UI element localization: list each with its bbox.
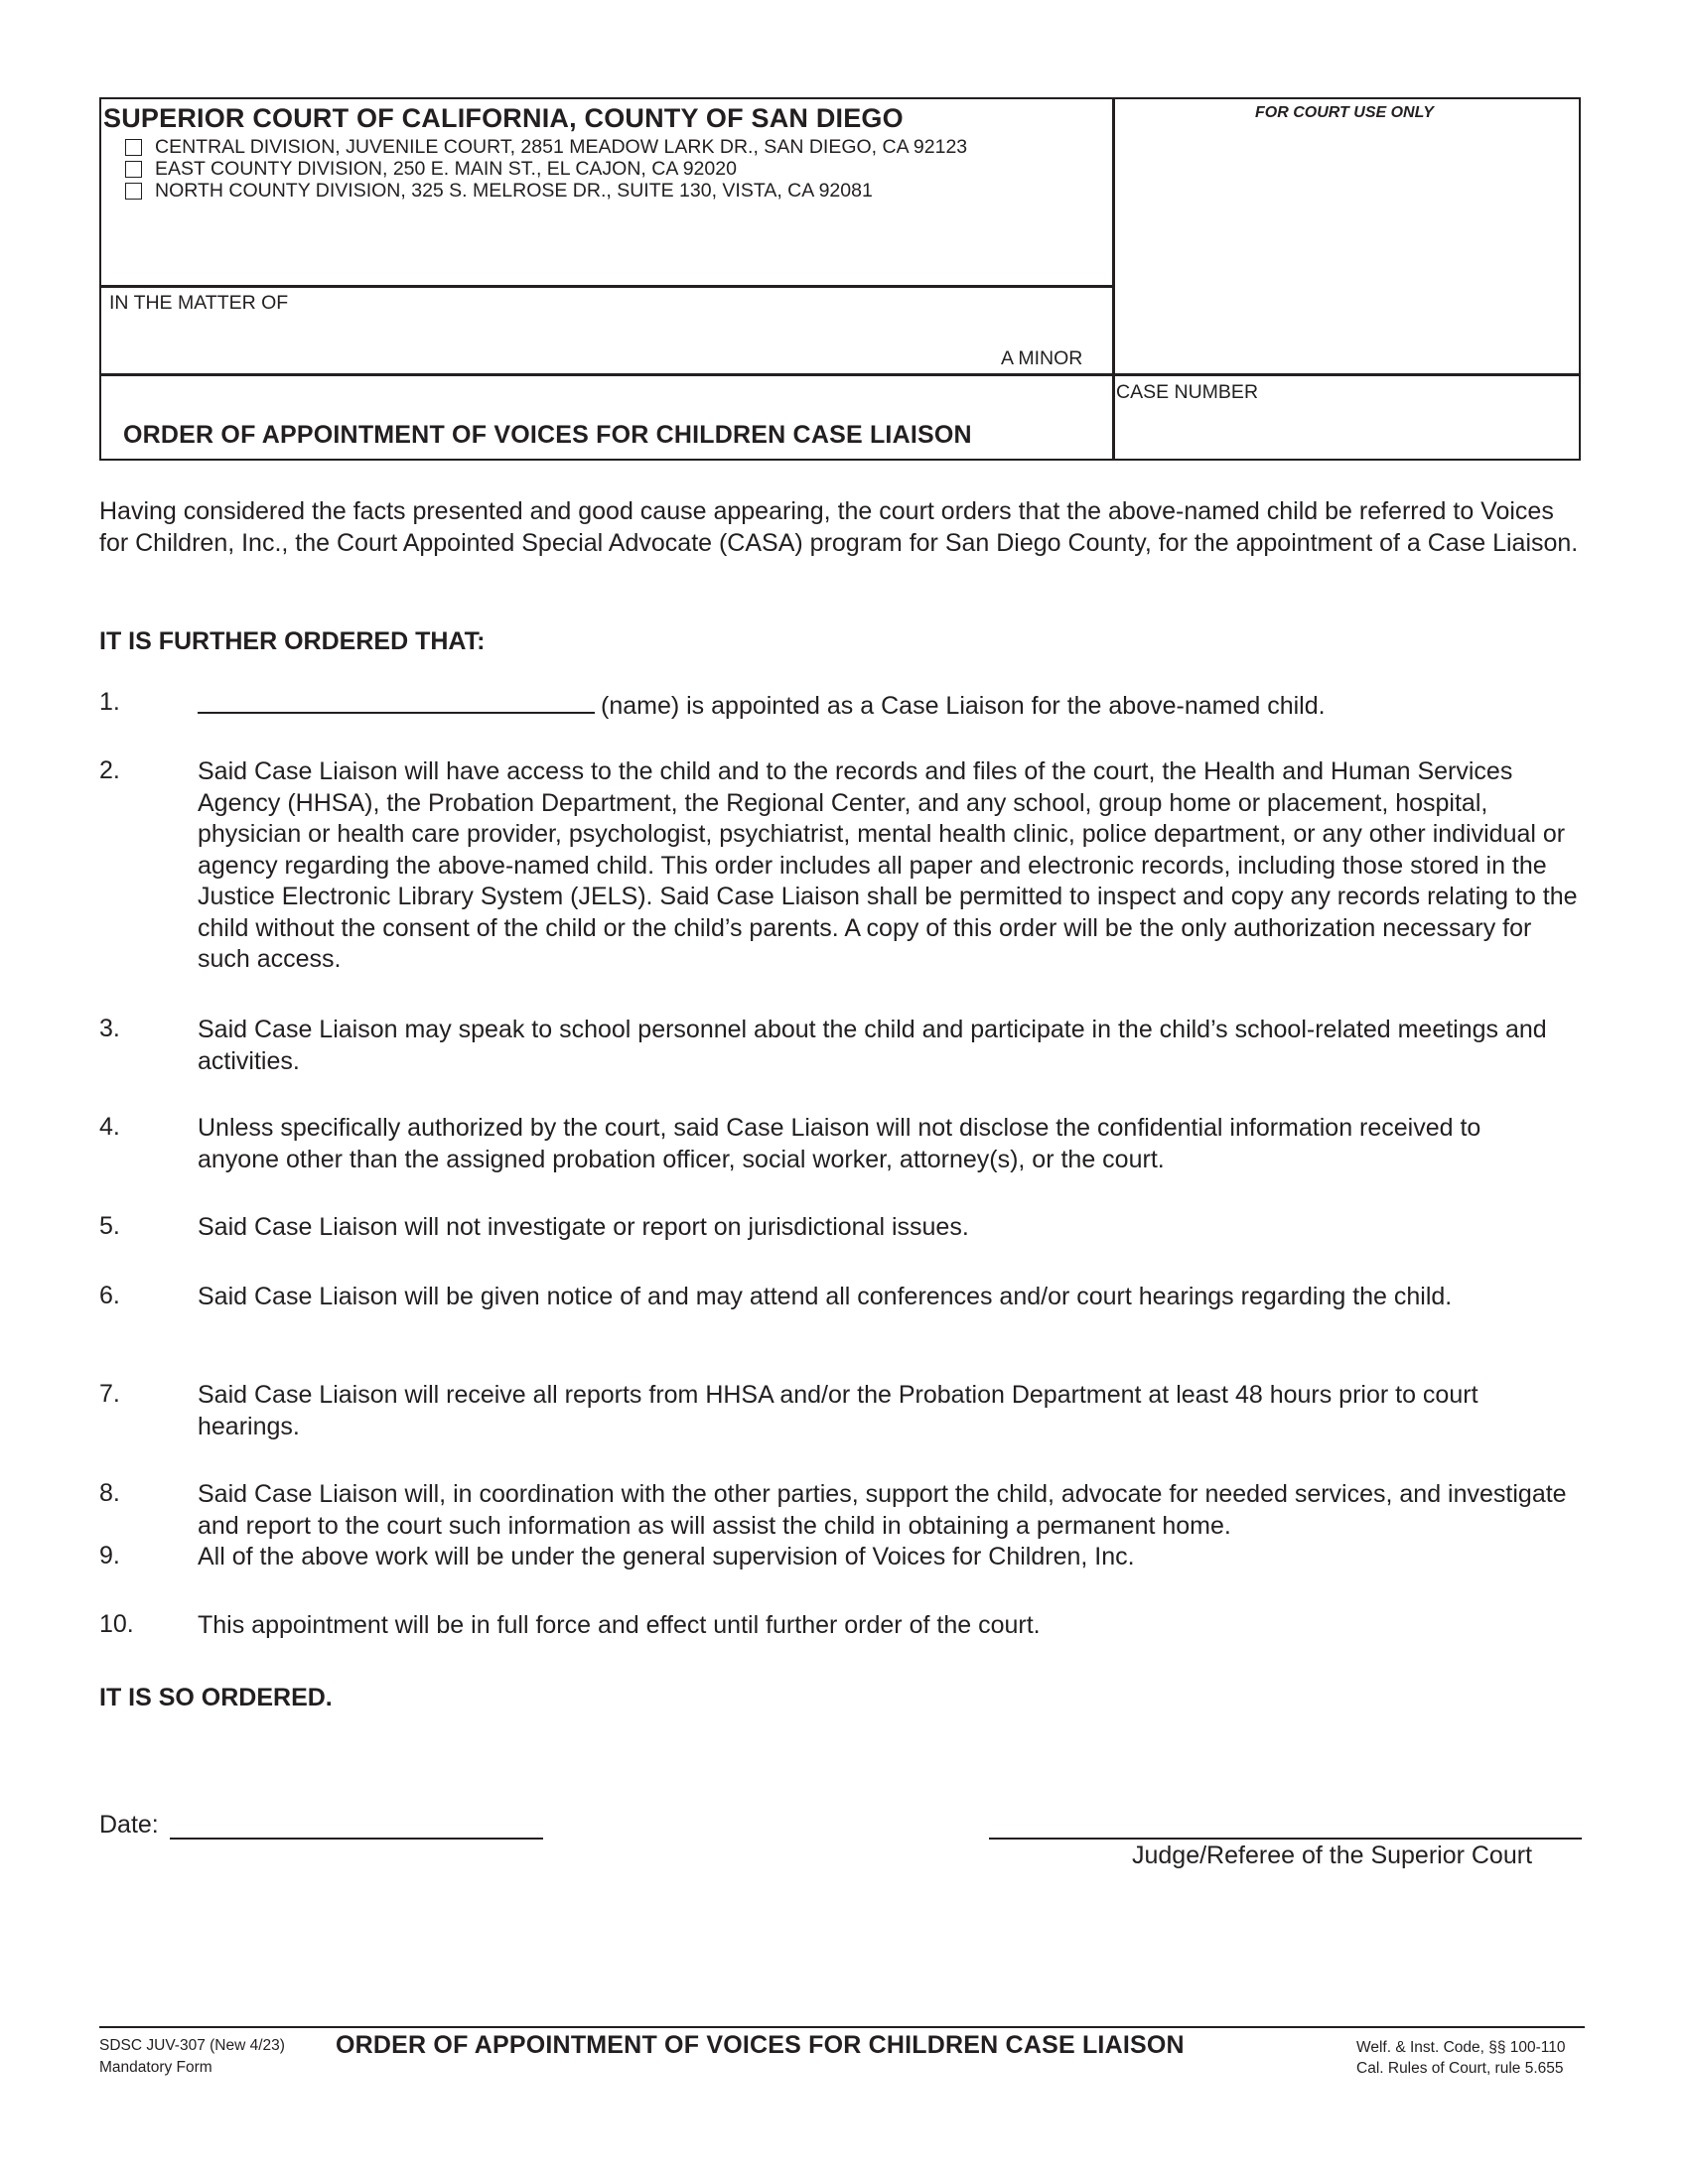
item-text: (name) is appointed as a Case Liaison for the above-named child. [601,692,1326,720]
order-title: ORDER OF APPOINTMENT OF VOICES FOR CHILDREN CASE LIAISON [123,421,972,449]
mandatory-form-label: Mandatory Form [99,2059,212,2076]
list-item: Said Case Liaison will receive all reports from HHSA and/or the Probation Department at least 48 hours prior to court hearings. [198,1381,1478,1440]
date-label: Date: [99,1811,159,1839]
judge-signature-field[interactable] [989,1838,1582,1840]
name-field[interactable] [198,688,595,714]
north-county-division-checkbox[interactable] [125,183,142,200]
item-number: 9. [99,1542,120,1570]
list-item: Said Case Liaison will, in coordination with the other parties, support the child, advocate for needed services, and investigate and report to the court such information as will assist the child in obtaining a permanent home. [198,1480,1567,1540]
so-ordered-heading: IT IS SO ORDERED. [99,1684,333,1711]
court-name: SUPERIOR COURT OF CALIFORNIA, COUNTY OF SAN DIEGO [103,103,904,133]
east-county-division-label: EAST COUNTY DIVISION, 250 E. MAIN ST., EL CAJON, CA 92020 [155,158,737,180]
list-item: Said Case Liaison will have access to the child and to the records and files of the court, the Health and Human Services Agency (HHSA), the Probation Department, the Regional Center, and any school, group home or placement, hospital, physician or health care provider, psychologist, psychiatrist, mental health clinic, police department, or any other individual or agency regarding the above-named child. This order includes all paper and electronic records, including those stored in the Justice Electronic Library System (JELS). Said Case Liaison shall be permitted to inspect and copy any records relating to the child without the consent of the child or the child’s parents. A copy of this order will be the only authorization necessary for such access. [198,757,1578,973]
judge-label: Judge/Referee of the Superior Court [1132,1842,1533,1869]
list-item: All of the above work will be under the general supervision of Voices for Children, Inc. [198,1543,1135,1570]
list-item [198,688,1588,723]
court-use-label: FOR COURT USE ONLY [1255,104,1434,121]
item-number: 4. [99,1113,120,1141]
rule-reference: Cal. Rules of Court, rule 5.655 [1356,2060,1564,2077]
item-number: 6. [99,1282,120,1309]
list-item: Said Case Liaison will be given notice of and may attend all conferences and/or court hearings regarding the child. [198,1283,1453,1310]
footer-divider [99,2026,1585,2028]
item-number: 3. [99,1015,120,1042]
footer-title: ORDER OF APPOINTMENT OF VOICES FOR CHILDREN CASE LIAISON [336,2031,1185,2059]
minor-label: A MINOR [1001,347,1083,369]
case-number-label: CASE NUMBER [1116,381,1259,403]
item-number: 8. [99,1479,120,1507]
list-item: Said Case Liaison may speak to school personnel about the child and participate in the child’s school-related meetings and activities. [198,1016,1547,1075]
intro-paragraph: Having considered the facts presented and good cause appearing, the court orders that the above-named child be referred to Voices for Children, Inc., the Court Appointed Special Advocate (CASA) program for San Diego County, for the appointment of a Case Liaison. [99,497,1579,557]
item-number: 2. [99,756,120,784]
list-item: Said Case Liaison will not investigate or report on jurisdictional issues. [198,1213,969,1241]
caption-divider [99,373,1581,376]
central-division-label: CENTRAL DIVISION, JUVENILE COURT, 2851 MEADOW LARK DR., SAN DIEGO, CA 92123 [155,136,968,158]
item-number: 5. [99,1212,120,1240]
statute-reference: Welf. & Inst. Code, §§ 100-110 [1356,2039,1566,2056]
list-item: This appointment will be in full force and effect until further order of the court. [198,1611,1041,1639]
list-item: Unless specifically authorized by the court, said Case Liaison will not disclose the confidential information received to anyone other than the assigned probation officer, social worker, attorney(s), or the court. [198,1114,1481,1173]
central-division-checkbox[interactable] [125,139,142,156]
caption-divider [99,285,1113,288]
caption-divider [1112,97,1115,461]
item-number: 10. [99,1610,134,1638]
item-number: 7. [99,1380,120,1408]
item-number: 1. [99,688,120,716]
date-field[interactable] [170,1838,543,1840]
east-county-division-checkbox[interactable] [125,161,142,178]
form-code: SDSC JUV-307 (New 4/23) [99,2037,285,2054]
further-ordered-heading: IT IS FURTHER ORDERED THAT: [99,627,486,655]
north-county-division-label: NORTH COUNTY DIVISION, 325 S. MELROSE DR., SUITE 130, VISTA, CA 92081 [155,180,873,202]
matter-label: IN THE MATTER OF [109,292,289,314]
